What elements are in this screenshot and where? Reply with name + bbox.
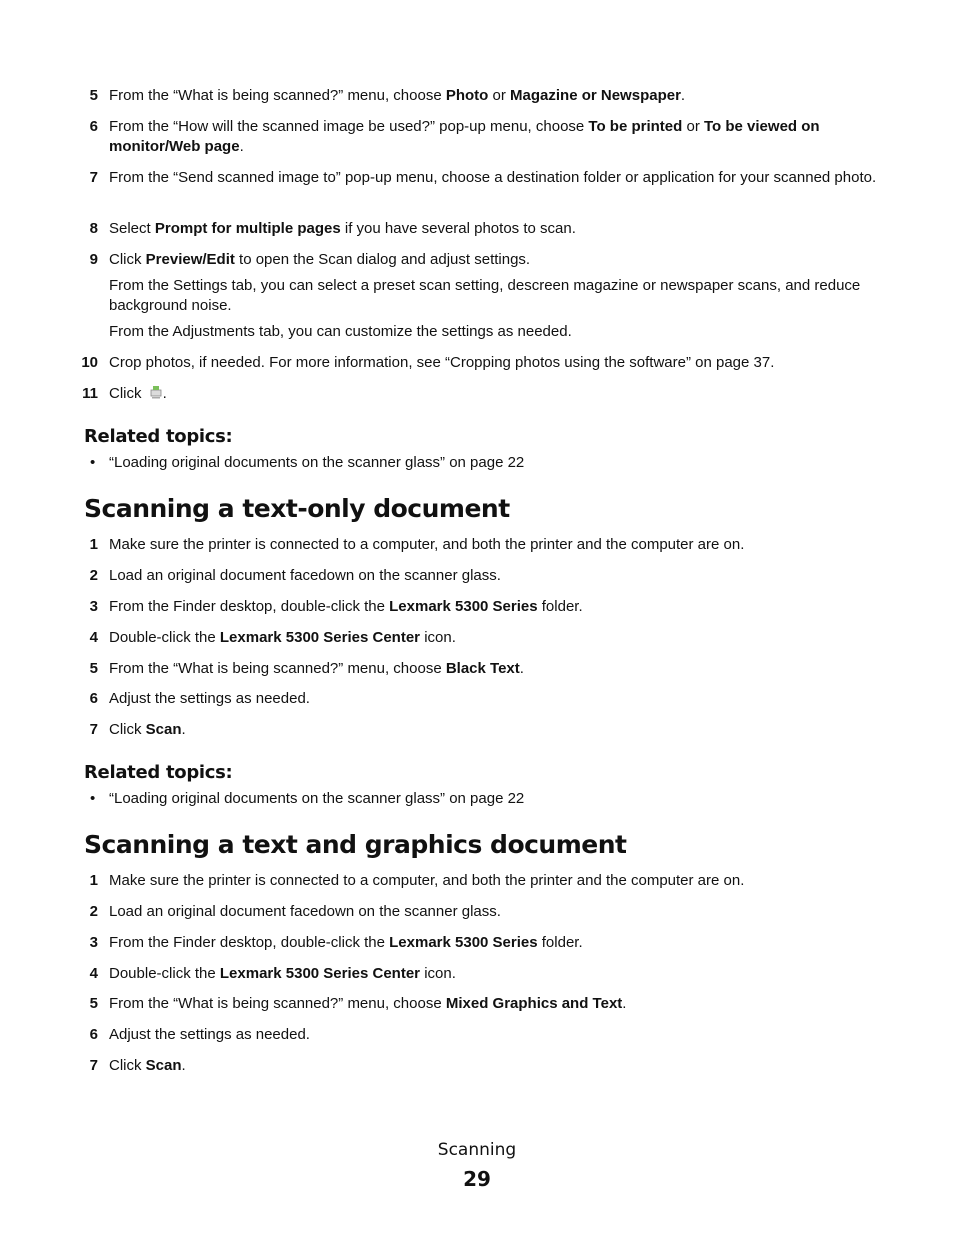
step-number: 6 (89, 1026, 98, 1043)
related-topics-heading: Related topics: (84, 762, 233, 783)
section-heading: Scanning a text-only document (84, 494, 510, 523)
bullet-icon: • (90, 454, 96, 471)
step-number: 1 (89, 536, 98, 553)
step-number: 7 (89, 721, 98, 738)
step-number: 1 (89, 872, 98, 889)
bullet-icon: • (90, 790, 96, 807)
scan-icon (149, 384, 163, 400)
step-number: 7 (89, 1057, 98, 1074)
related-topic-link[interactable]: • “Loading original documents on the scanner glass” on page 22 (90, 454, 525, 471)
document-page: 5 From the “What is being scanned?” menu, choose Photo or Magazine or Newspaper. 6 From the “How will the scanned image be used?” pop-up menu, choose To be printed or To be viewed on monitor/Web page. 7 From the “Send scanned image to” pop-up menu, choose a destination folder or application for your scanned photo. 8 Select Prompt for multiple pages if you have several photos to scan. 9 Click Preview/Edit to open the Scan dialog and adjust settings. From the Settings tab, you can select a preset scan setting, descreen magazine or newspaper scans, and reduce background noise. From the Adjustments tab, you can customize the settings as needed. 10 Crop photos, if needed. For more information, see “Cropping photos using the software” on page 37. 11 Click . Related topics: • “Loading original documents on the scanner glass” on page 22 Scanning a text-only document 1 Make sure the printer is connected to a computer, and both the printer and the computer are on. 2 Load an original document facedown on the scanner glass. 3 From the Finder desktop, double-click the Lexmark 5300 Series folder. 4 Double-click the Lexmark 5300 Series Center icon. 5 From the “What is being scanned?” menu, choose Black Text. 6 Adjust the settings as needed. 7 Click Scan. Related topics: • “Loading original documents on the scanner glass” on page 22 Scanning a text and graphics document 1 Make sure the printer is connected to a computer, and both the printer and the computer are on. 2 Load an original document facedown on the scanner glass. 3 From the Finder desktop, double-click the Lexmark 5300 Series folder. 4 Double-click the Lexmark 5300 Series Center icon. 5 From the “What is being scanned?” menu, choose Mixed Graphics and Text. 6 Adjust the settings as needed. 7 Click Scan. Scanning 29 (0, 0, 954, 1235)
step-note: From the Settings tab, you can select a preset scan setting, descreen magazine or newspaper scans, and reduce background noise. (109, 277, 861, 314)
step-number: 9 (89, 251, 98, 268)
step-number: 7 (89, 169, 98, 186)
step-number: 2 (89, 903, 98, 920)
step-number: 5 (89, 995, 98, 1012)
step-note: From the Adjustments tab, you can customize the settings as needed. (109, 323, 572, 340)
step-number: 8 (89, 220, 98, 237)
step-number: 10 (81, 354, 98, 371)
step-number: 6 (89, 118, 98, 135)
step-number: 5 (89, 660, 98, 677)
step-number: 6 (89, 690, 98, 707)
related-topics-heading: Related topics: (84, 426, 233, 447)
step-number: 4 (89, 629, 98, 646)
related-topic-link[interactable]: • “Loading original documents on the scanner glass” on page 22 (90, 790, 525, 807)
page-number: 29 (463, 1167, 491, 1191)
step-number: 5 (89, 87, 98, 104)
step-number: 3 (89, 934, 98, 951)
step-number: 3 (89, 598, 98, 615)
step-number: 4 (89, 965, 98, 982)
step-number: 2 (89, 567, 98, 584)
step-number: 11 (82, 385, 98, 402)
section-heading: Scanning a text and graphics document (84, 830, 627, 859)
footer-section-label: Scanning (437, 1140, 517, 1160)
